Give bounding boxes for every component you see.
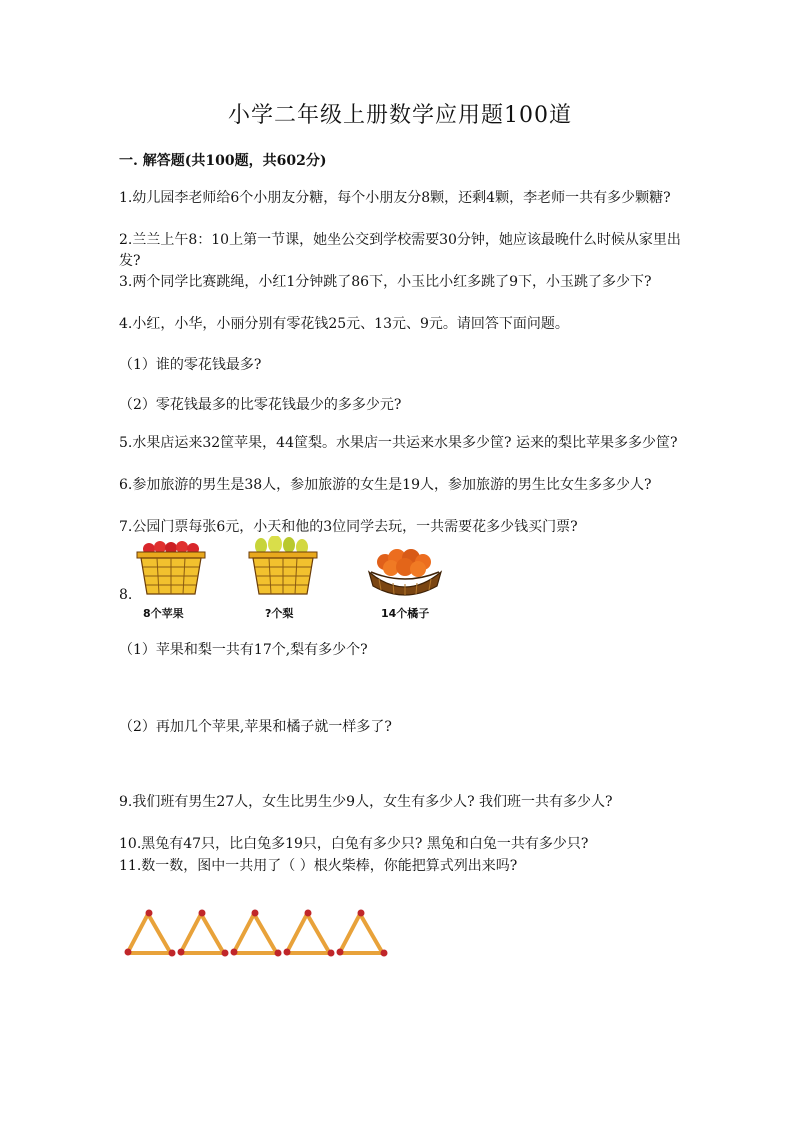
page-title: 小学二年级上册数学应用题100道 <box>228 103 572 128</box>
question-10: 10.黑兔有47只，比白兔多19只，白兔有多少只? 黑兔和白兔一共有多少只? <box>119 836 589 852</box>
matchstick-triangle-1 <box>125 910 176 957</box>
question-8-part-2: （2）再加几个苹果,苹果和橘子就一样多了? <box>119 719 392 735</box>
matchstick-triangle-5 <box>337 910 388 957</box>
question-11: 11.数一数，图中一共用了（ ）根火柴棒，你能把算式列出来吗? <box>119 858 518 874</box>
question-6: 6.参加旅游的男生是38人，参加旅游的女生是19人，参加旅游的男生比女生多多少人? <box>119 477 652 493</box>
section-heading: 一. 解答题(共100题，共602分) <box>119 153 327 169</box>
question-8-number: 8. <box>119 587 133 603</box>
matchstick-triangle-3 <box>231 910 282 957</box>
question-2: 2.兰兰上午8：10上第一节课，她坐公交到学校需要30分钟，她应该最晚什么时候从家里出发? <box>119 232 681 269</box>
question-9: 9.我们班有男生27人，女生比男生少9人，女生有多少人? 我们班一共有多少人? <box>119 794 613 810</box>
orange-caption: 14个橘子 <box>381 607 430 620</box>
question-4-part-1: （1）谁的零花钱最多? <box>119 357 262 373</box>
matchstick-triangle-2 <box>178 910 229 957</box>
pear-caption: ?个梨 <box>265 607 294 620</box>
orange-basket-icon <box>369 549 441 595</box>
fruit-baskets-figure <box>135 536 455 602</box>
question-1: 1.幼儿园李老师给6个小朋友分糖，每个小朋友分8颗，还剩4颗，李老师一共有多少颗糖? <box>119 190 671 206</box>
pear-basket-icon <box>249 536 317 594</box>
question-8-part-1: （1）苹果和梨一共有17个,梨有多少个? <box>119 642 368 658</box>
question-7: 7.公园门票每张6元，小天和他的3位同学去玩，一共需要花多少钱买门票? <box>119 519 578 535</box>
question-3: 3.两个同学比赛跳绳，小红1分钟跳了86下，小玉比小红多跳了9下，小玉跳了多少下? <box>119 274 652 290</box>
question-5: 5.水果店运来32筐苹果，44筐梨。水果店一共运来水果多少筐? 运来的梨比苹果多多少筐? <box>119 435 678 451</box>
matchstick-triangle-4 <box>284 910 335 957</box>
question-4-part-2: （2）零花钱最多的比零花钱最少的多多少元? <box>119 397 402 413</box>
apple-basket-icon <box>137 541 205 594</box>
matchstick-triangles-figure <box>122 906 394 962</box>
apple-caption: 8个苹果 <box>143 607 184 620</box>
question-4: 4.小红，小华，小丽分别有零花钱25元、13元、9元。请回答下面问题。 <box>119 316 569 332</box>
